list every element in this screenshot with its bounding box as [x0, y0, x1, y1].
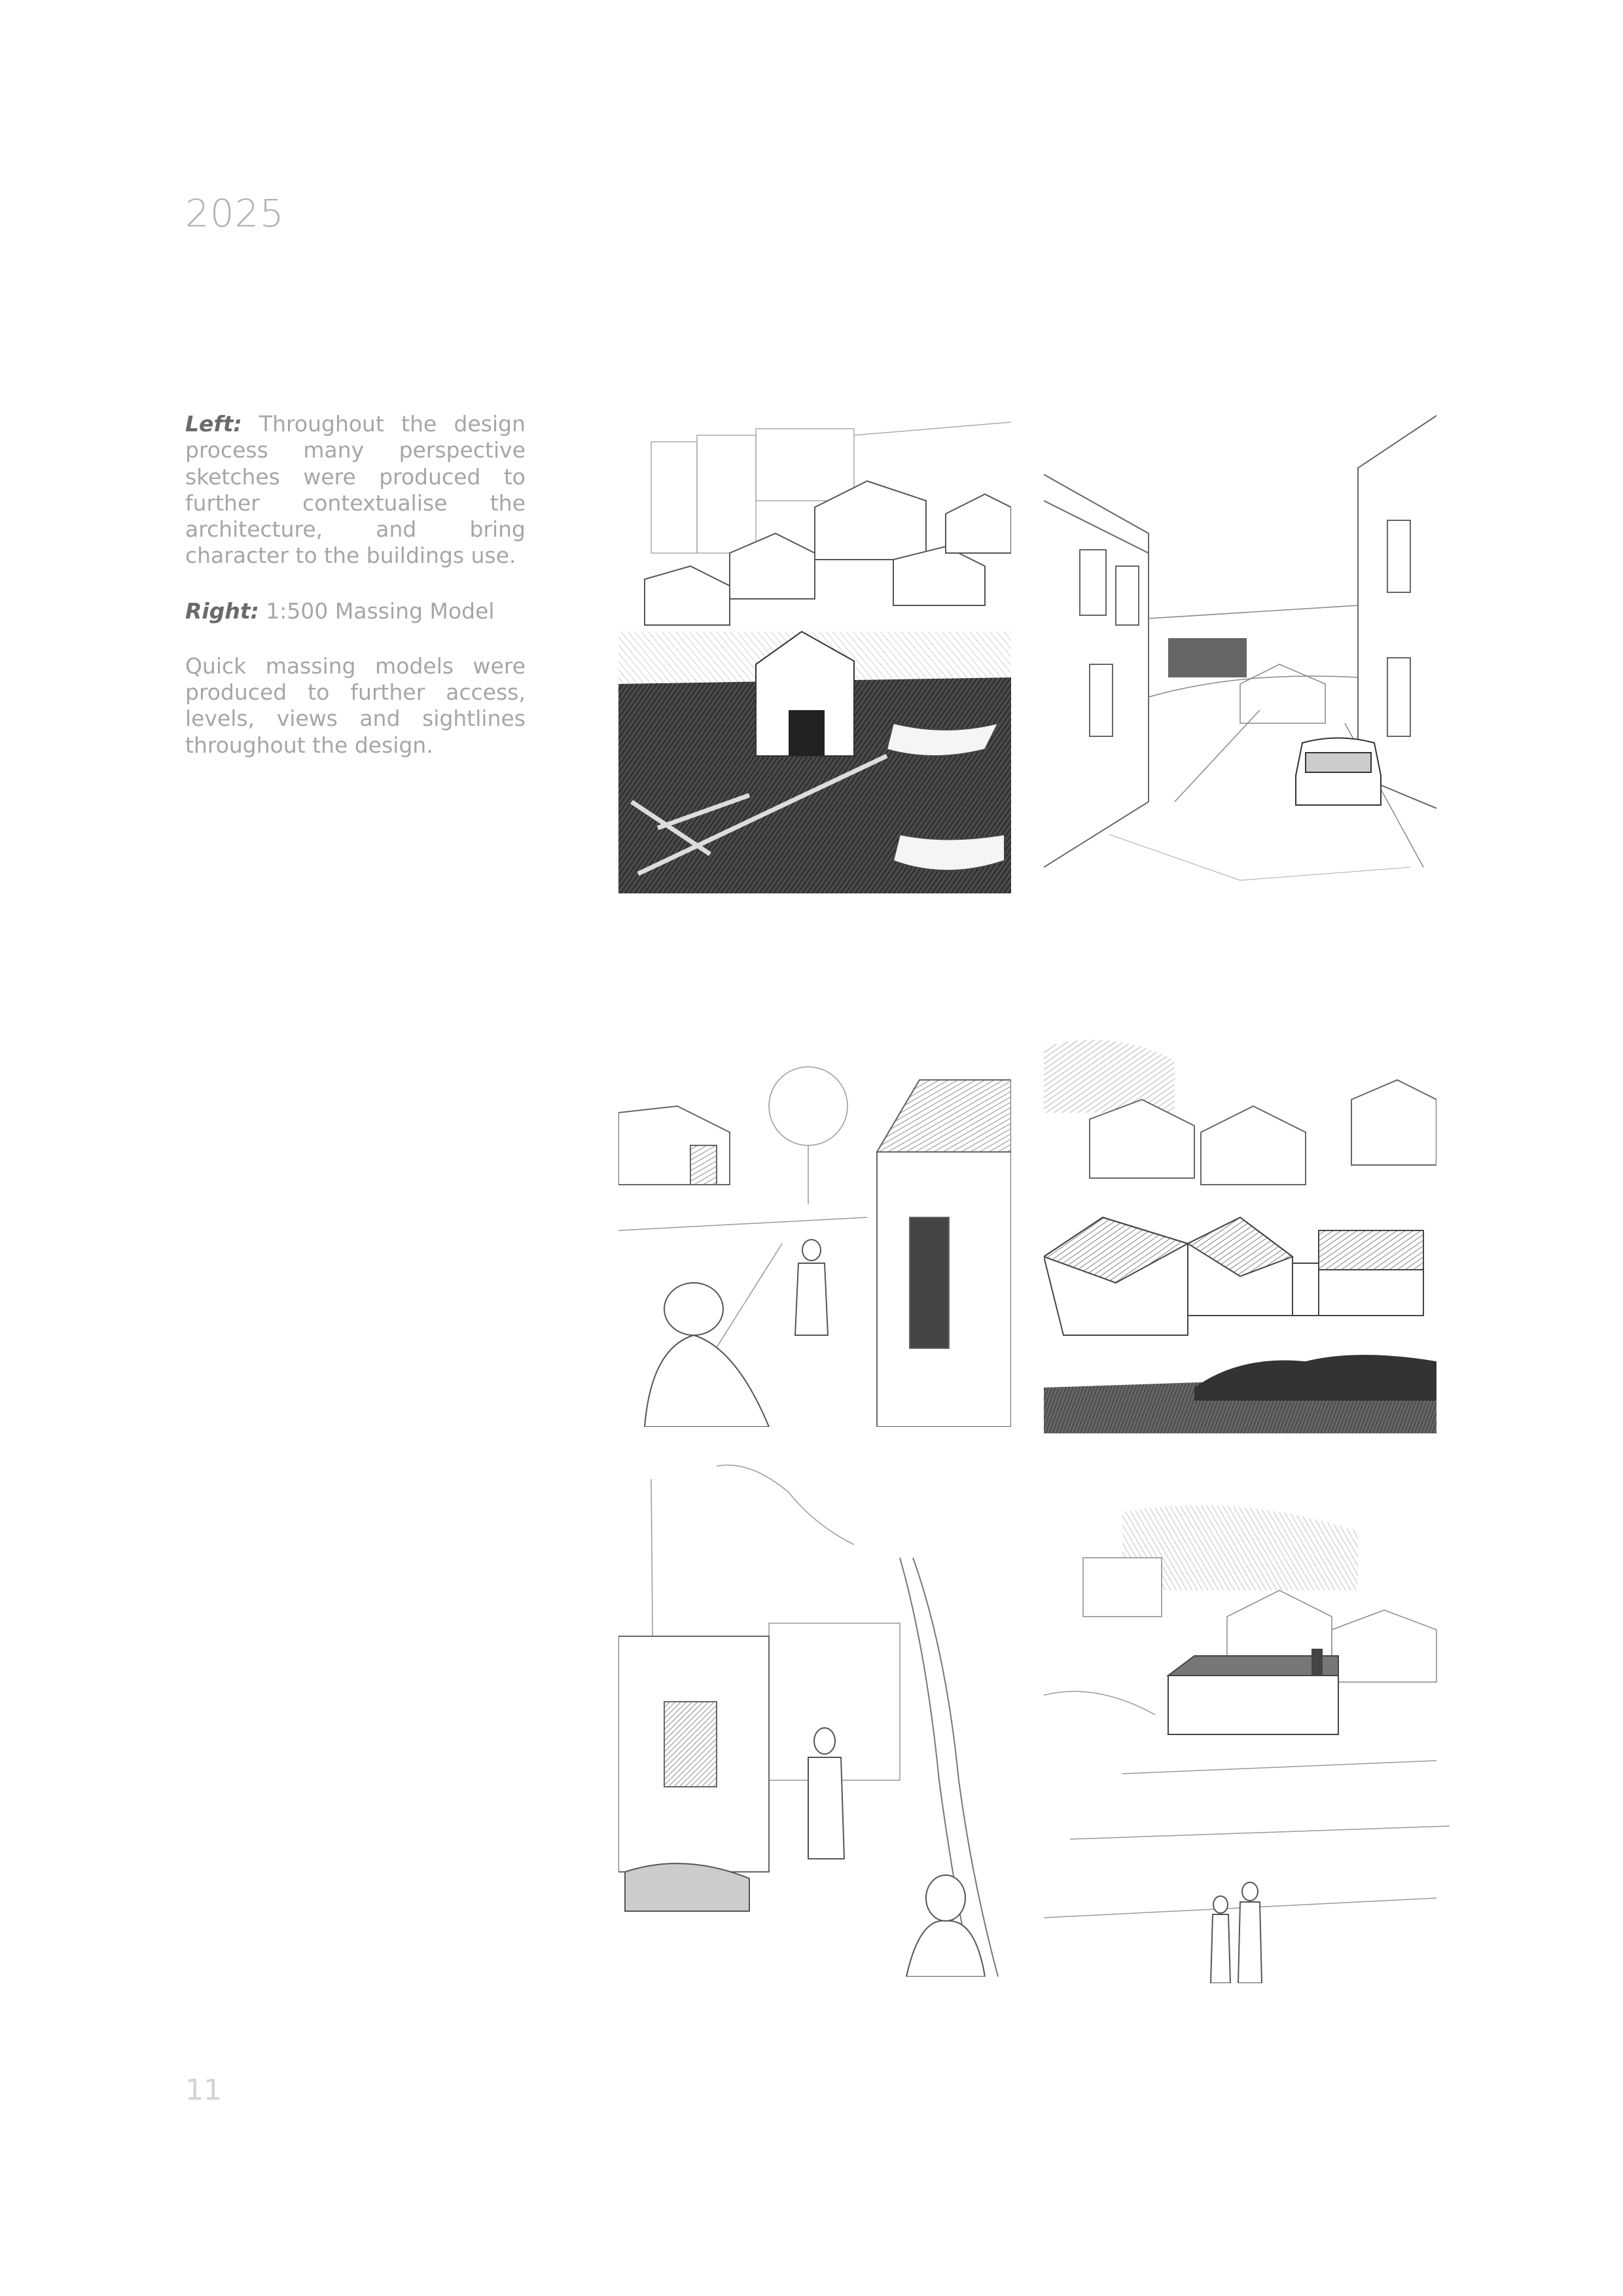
sketch-harbour-boathouse [618, 409, 1011, 893]
caption-left [185, 411, 526, 569]
caption-right-text: 1:500 Massing Model [266, 598, 495, 624]
caption-left-label: Left: [185, 411, 242, 437]
caption-left-text: Throughout the design process many perspective sketches were produced to further contextualise the architecture, and bring character to the buildings use. [185, 411, 526, 569]
caption-right-label: Right: [185, 598, 259, 624]
sketch-courtyard-people [618, 969, 1011, 1427]
caption-block [185, 411, 526, 787]
sketch-street-with-car [1044, 409, 1436, 893]
caption-body: Quick massing models were produced to further access, levels, views and sightlines throughout the design. [185, 653, 526, 758]
page-year: 2025 [185, 191, 285, 236]
page-number: 11 [185, 2073, 222, 2107]
sketch-aerial-village [1044, 969, 1436, 1433]
sketch-tree-wall-figures [618, 1453, 1011, 1977]
sketch-hillside-overview [1044, 1499, 1450, 1983]
caption-right [185, 598, 526, 624]
